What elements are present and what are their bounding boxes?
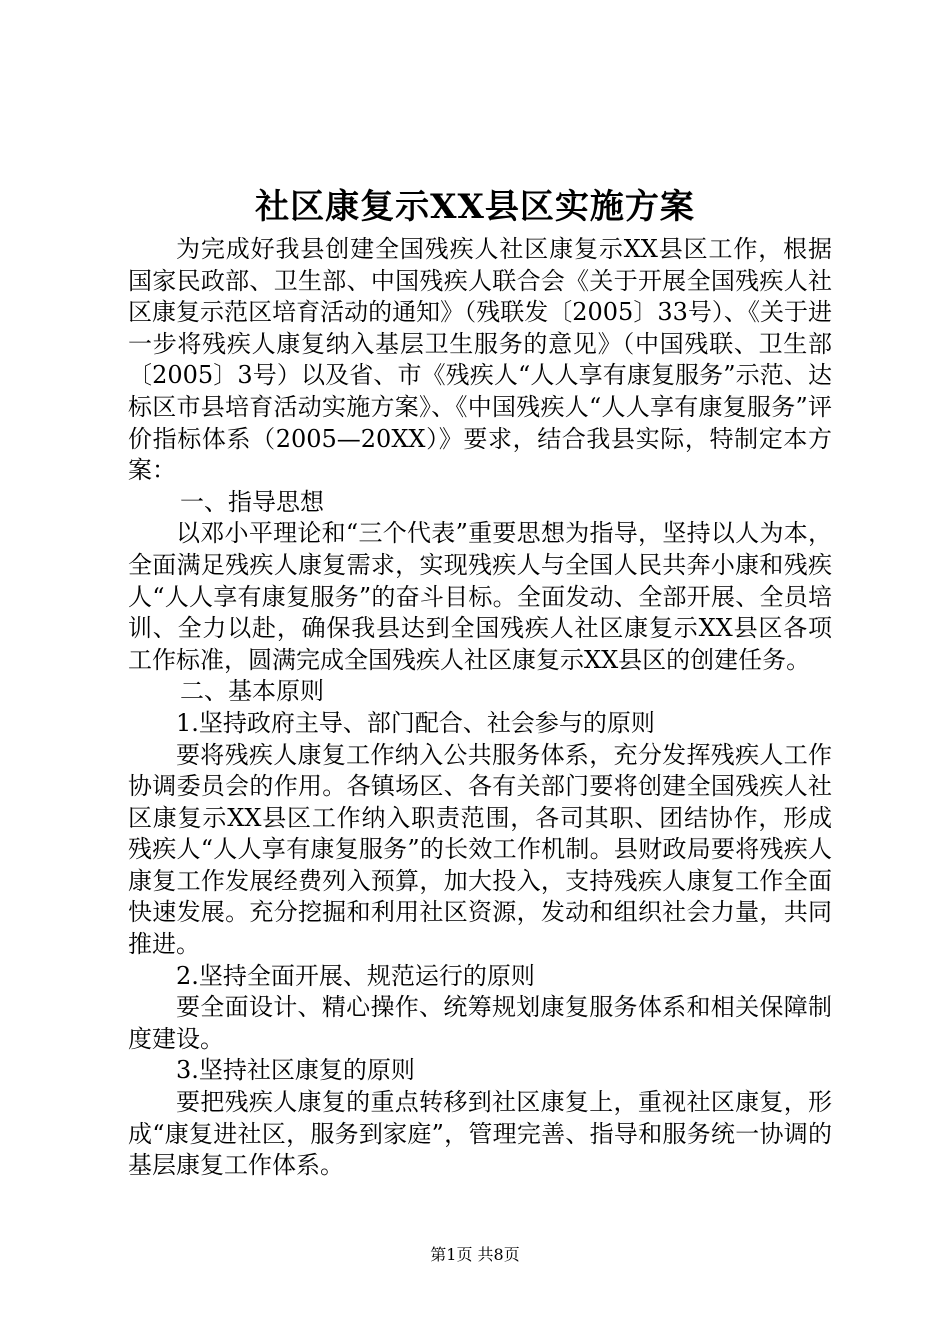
principle-1-heading: 1.坚持政府主导、部门配合、社会参与的原则 bbox=[176, 708, 655, 737]
principle-2-paragraph: 要全面设计、精心操作、统筹规划康复服务体系和相关保障制度建设。 bbox=[128, 993, 832, 1053]
principle-1-paragraph: 要将残疾人康复工作纳入公共服务体系，充分发挥残疾人工作协调委员会的作用。各镇场区、各有关部门要将创建全国残疾人社区康复示XX县区工作纳入职责范围，各司其职、团结协作，形成残疾人“人人享有康复服务”的长效工作机制。县财政局要将残疾人康复工作发展经费列入预算，加大投入，支持残疾人康复工作全面快速发展。充分挖掘和利用社区资源，发动和组织社会力量，共同推进。 bbox=[128, 740, 832, 959]
guiding-ideology-paragraph: 以邓小平理论和“三个代表”重要思想为指导，坚持以人为本，全面满足残疾人康复需求，实现残疾人与全国人民共奔小康和残疾人“人人享有康复服务”的奋斗目标。全面发动、全部开展、全员培训、全力以赴，确保我县达到全国残疾人社区康复示XX县区各项工作标准，圆满完成全国残疾人社区康复示XX县区的创建任务。 bbox=[128, 519, 832, 674]
section-heading-basic-principles: 二、基本原则 bbox=[180, 677, 324, 706]
page-footer: 第1页 共8页 bbox=[430, 1245, 520, 1264]
principle-2-heading: 2.坚持全面开展、规范运行的原则 bbox=[176, 961, 535, 990]
document-body bbox=[128, 234, 832, 1182]
document-title: 社区康复示XX县区实施方案 bbox=[255, 187, 695, 227]
intro-paragraph: 为完成好我县创建全国残疾人社区康复示XX县区工作，根据国家民政部、卫生部、中国残疾人联合会《关于开展全国残疾人社区康复示范区培育活动的通知》（残联发〔2005〕33号）、《关于进一步将残疾人康复纳入基层卫生服务的意见》（中国残联、卫生部〔2005〕3号）以及省、市《残疾人“人人享有康复服务”示范、达标区市县培育活动实施方案》、《中国残疾人“人人享有康复服务”评价指标体系（2005—20XX）》要求，结合我县实际，特制定本方案： bbox=[128, 235, 832, 485]
principle-3-heading: 3.坚持社区康复的原则 bbox=[176, 1056, 415, 1085]
principle-3-paragraph: 要把残疾人康复的重点转移到社区康复上，重视社区康复，形成“康复进社区，服务到家庭”，管理完善、指导和服务统一协调的基层康复工作体系。 bbox=[128, 1088, 832, 1180]
section-heading-guiding-ideology: 一、指导思想 bbox=[180, 487, 324, 516]
